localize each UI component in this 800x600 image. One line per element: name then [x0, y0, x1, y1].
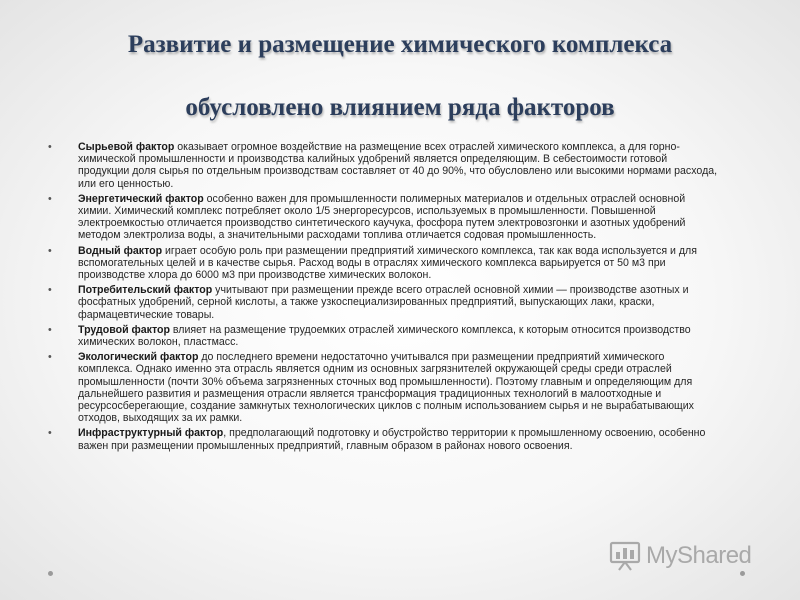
bullet-energy: [48, 193, 720, 242]
decorative-dot-left: [48, 571, 53, 576]
bullet-infrastructure: [48, 427, 720, 451]
myshared-logo: [608, 538, 751, 574]
factor-description: играет особую роль при размещении предприятий химического комплекса, так как вода используется и для вспомогательных целей и в качестве сырья. Расход воды в отраслях химического комплекса варьируется от 50 м3 при производстве хлора до 6000 м3 при производстве химических волокон.: [78, 244, 697, 282]
factor-description: до последнего времени недостаточно учитывался при размещении предприятий химического комплекса. Однако именно эта отрасль является одним из основных загрязнителей окружающей среды среди отраслей промышленности (почти 30% объема загрязненных сточных вод промышленности). Поэтому главным и определяющим для дальнейшего развития и размещения отрасли является трансформация традиционных технологий в малоотходные и ресурсосберегающие, создание замкнутых технологических циклов с полным использованием сырья и не вырабатывающих отходов, выходящих за их рамки.: [78, 351, 694, 425]
bullet-water: [48, 245, 720, 282]
presentation-board-icon: [608, 539, 642, 573]
factor-term: Экологический фактор: [78, 351, 199, 364]
factor-term: Энергетический фактор: [78, 192, 204, 205]
factor-term: Сырьевой фактор: [78, 141, 175, 153]
factor-description: особенно важен для промышленности полимерных материалов и отдельных отраслей основной химии. Химический комплекс потребляет около 1/5 энергоресурсов, используемых в промышленности. Повышенной электроемкостью отличается производство синтетического каучука, фосфора путем электровозгонки и азотных удобрений методом электролиза воды, а значительными расходами топлива отличается содовая промышленность.: [78, 192, 686, 242]
bullet-marker: •: [48, 284, 52, 297]
factor-description: , предполагающий подготовку и обустройство территории к промышленному освоению, особенно важен при размещении промышленных предприятий, главным образом в районах нового освоения.: [78, 427, 706, 452]
bullet-raw-material: [48, 141, 720, 190]
bullet-ecological: [48, 351, 720, 424]
watermark-text: MyShared: [646, 542, 752, 569]
bullet-marker: •: [48, 192, 52, 205]
bullet-marker: •: [48, 244, 52, 257]
slide-title-line1: Развитие и размещение химического комплекса: [127, 31, 673, 58]
bullet-marker: •: [48, 351, 52, 364]
factor-term: Водный фактор: [78, 244, 163, 257]
factor-term: Потребительский фактор: [78, 284, 213, 297]
factor-term: Трудовой фактор: [78, 323, 170, 336]
bullet-marker: •: [48, 427, 52, 440]
bullet-marker: •: [48, 323, 52, 336]
factor-description: влияет на размещение трудоемких отраслей химического комплекса, к которым относится производство химических волокон, пластмасс.: [78, 323, 691, 349]
factor-description: учитывают при размещении прежде всего отраслей основной химии — производстве азотных и фосфатных удобрений, серной кислоты, а также узкоспециализированных предприятий, выпускающих лаки, краски, фармацевтические товары.: [78, 284, 689, 321]
factor-description: оказывает огромное воздействие на размещение всех отраслей химического комплекса, а для горно-химической промышленности и производства калийных удобрений является определяющим. В себестоимости готовой продукции доля сырья по отдельным производствам составляет от 40 до 90%, что обусловлено или высокими нормами расхода, или его ценностью.: [78, 141, 718, 190]
bullet-list: [48, 141, 720, 455]
bullet-marker: •: [48, 141, 52, 153]
slide-title-line2: обусловлено влиянием ряда факторов: [185, 94, 615, 121]
bullet-labor: [48, 324, 720, 348]
factor-term: Инфраструктурный фактор: [78, 427, 224, 440]
bullet-consumer: [48, 284, 720, 321]
